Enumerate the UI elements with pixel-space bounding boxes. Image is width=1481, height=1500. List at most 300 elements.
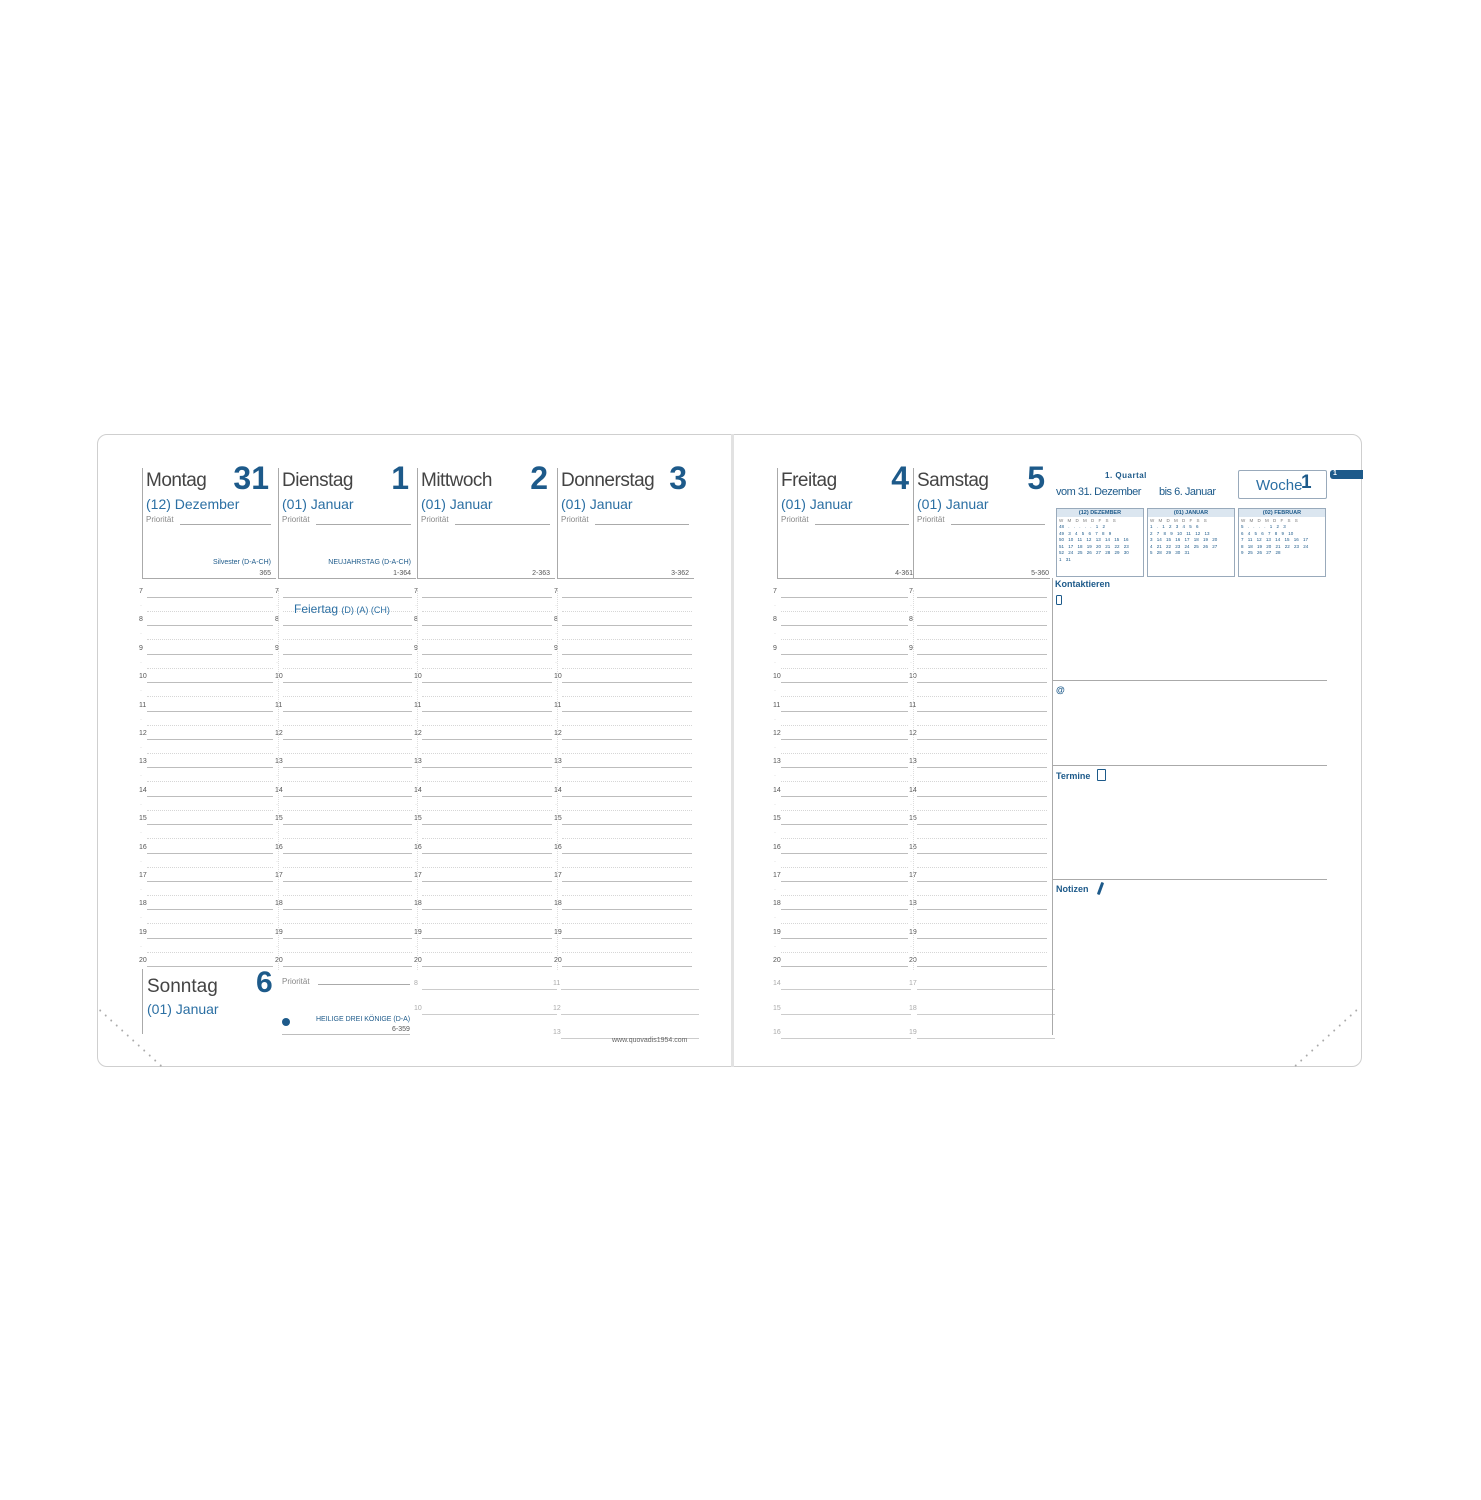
half-hour-line[interactable]	[562, 639, 692, 640]
hour-line[interactable]	[917, 966, 1047, 967]
column-separator	[913, 590, 914, 970]
hour-line[interactable]	[562, 824, 692, 825]
half-hour-line[interactable]	[147, 867, 273, 868]
hour-line[interactable]	[781, 654, 908, 655]
hour-line[interactable]	[422, 909, 552, 910]
hour-line[interactable]	[422, 938, 552, 939]
hour-line[interactable]	[422, 682, 552, 683]
hour-line[interactable]	[283, 654, 412, 655]
hour-label: 9	[909, 644, 913, 652]
hour-line[interactable]	[147, 853, 273, 854]
half-hour-line[interactable]	[781, 725, 908, 726]
hour-label: 10	[275, 673, 283, 681]
extra-hour-label: 11	[553, 980, 561, 987]
half-hour-mark: ·	[415, 801, 417, 808]
hour-line[interactable]	[147, 654, 273, 655]
mini-calendar-row: 3 14 15 16 17 18 19 20	[1150, 537, 1218, 542]
half-hour-line[interactable]	[562, 895, 692, 896]
half-hour-mark: ·	[415, 915, 417, 922]
day-header-dienstag	[278, 434, 415, 584]
hour-line[interactable]	[917, 654, 1047, 655]
hour-label: 19	[139, 928, 147, 936]
hour-line[interactable]	[283, 881, 412, 882]
hour-label: 15	[414, 815, 422, 823]
website: www.quovadis1954.com	[612, 1037, 688, 1044]
half-hour-mark: ·	[276, 887, 278, 893]
perforation-dot: •	[1327, 1033, 1330, 1040]
hour-line[interactable]	[283, 966, 412, 967]
half-hour-line[interactable]	[422, 611, 552, 612]
hour-label: 20	[909, 957, 917, 965]
hour-label: 8	[909, 616, 913, 624]
priority-label: Priorität	[781, 515, 809, 524]
half-hour-mark: ·	[774, 659, 776, 666]
hour-line[interactable]	[917, 881, 1047, 882]
hour-line[interactable]	[147, 739, 273, 740]
extra-hour-line[interactable]	[422, 989, 557, 990]
extra-hour-line[interactable]	[917, 989, 1055, 990]
half-hour-line[interactable]	[147, 952, 273, 953]
day-of-year: 365	[259, 570, 271, 577]
half-hour-line[interactable]	[283, 668, 412, 669]
hour-label: 16	[139, 843, 147, 851]
extra-hour-line[interactable]	[781, 989, 911, 990]
half-hour-line[interactable]	[283, 810, 412, 811]
mini-calendar-row: 9 25 26 27 28	[1241, 550, 1281, 555]
hour-line[interactable]	[283, 739, 412, 740]
day-month: (01) Januar	[282, 496, 354, 512]
hour-line[interactable]	[283, 597, 412, 598]
hour-line[interactable]	[422, 597, 552, 598]
sunday-priority-label: Priorität	[282, 977, 310, 986]
mini-calendar-row: 4 21 22 23 24 25 26 27	[1150, 543, 1218, 549]
half-hour-line[interactable]	[917, 725, 1047, 726]
perforation-dot: •	[1311, 1048, 1314, 1055]
half-hour-mark: ·	[910, 688, 912, 695]
half-hour-line[interactable]	[917, 867, 1047, 868]
day-of-year: 5-360	[1031, 570, 1049, 577]
hour-label: 20	[414, 957, 422, 965]
hour-label: 20	[554, 957, 562, 965]
hour-label: 7	[139, 588, 143, 595]
hour-line[interactable]	[781, 938, 908, 939]
hour-line[interactable]	[917, 739, 1047, 740]
half-hour-line[interactable]	[422, 810, 552, 811]
hour-line[interactable]	[422, 966, 552, 967]
perforation-dot: •	[126, 1033, 129, 1040]
column-separator	[278, 590, 279, 970]
hour-line[interactable]	[147, 796, 273, 797]
hour-line[interactable]	[562, 881, 692, 882]
half-hour-line[interactable]	[147, 810, 273, 811]
half-hour-mark: ·	[415, 830, 417, 837]
extra-hour-line[interactable]	[422, 1014, 557, 1015]
half-hour-mark: ·	[774, 830, 776, 837]
mini-calendar-row: 5 . . . . 1 2 3	[1241, 524, 1286, 529]
half-hour-line[interactable]	[917, 753, 1047, 754]
half-hour-line[interactable]	[283, 838, 412, 839]
hour-line[interactable]	[781, 796, 908, 797]
hour-label: 14	[554, 786, 562, 794]
half-hour-line[interactable]	[422, 639, 552, 640]
appointments-divider	[1053, 879, 1327, 880]
hour-line[interactable]	[147, 966, 273, 967]
half-hour-mark: ·	[774, 631, 776, 638]
day-month: (12) Dezember	[146, 496, 240, 512]
half-hour-line[interactable]	[781, 867, 908, 868]
day-month: (01) Januar	[421, 496, 493, 512]
hour-line[interactable]	[422, 853, 552, 854]
hour-line[interactable]	[147, 597, 273, 598]
extra-hour-label: 17	[909, 980, 917, 987]
hour-line[interactable]	[781, 909, 908, 910]
half-hour-line[interactable]	[917, 611, 1047, 612]
notes-title: Notizen	[1056, 884, 1089, 894]
hour-label: 15	[139, 815, 147, 823]
half-hour-line[interactable]	[422, 895, 552, 896]
half-hour-mark: ·	[415, 631, 417, 638]
half-hour-mark: ·	[140, 688, 142, 695]
hour-label: 7	[414, 588, 418, 595]
half-hour-line[interactable]	[917, 696, 1047, 697]
sunday-priority-line	[318, 984, 410, 985]
hour-label: 13	[554, 758, 562, 766]
hour-line[interactable]	[283, 853, 412, 854]
hour-line[interactable]	[917, 625, 1047, 626]
week-tab-number: 1	[1333, 470, 1337, 477]
hour-line[interactable]	[562, 625, 692, 626]
half-hour-mark: ·	[555, 830, 557, 837]
half-hour-line[interactable]	[917, 810, 1047, 811]
half-hour-line[interactable]	[283, 725, 412, 726]
hour-label: 14	[414, 786, 422, 794]
half-hour-line[interactable]	[781, 639, 908, 640]
half-hour-line[interactable]	[422, 952, 552, 953]
hour-label: 16	[275, 843, 283, 851]
hour-label: 15	[554, 815, 562, 823]
half-hour-line[interactable]	[422, 838, 552, 839]
hour-line[interactable]	[917, 909, 1047, 910]
extra-hour-line[interactable]	[781, 1038, 911, 1039]
hour-line[interactable]	[781, 625, 908, 626]
hour-line[interactable]	[147, 938, 273, 939]
hour-line[interactable]	[283, 682, 412, 683]
half-hour-line[interactable]	[917, 923, 1047, 924]
half-hour-mark: ·	[415, 773, 417, 780]
appointments-title: Termine	[1056, 771, 1091, 781]
perforation-dot: •	[121, 1028, 124, 1035]
range-to: bis 6. Januar	[1159, 486, 1216, 498]
hour-label: 13	[414, 758, 422, 766]
half-hour-mark: ·	[555, 745, 557, 751]
hour-label: 13	[275, 758, 283, 766]
hour-line[interactable]	[422, 881, 552, 882]
mini-calendar-weekdays: W M D M D F S S	[1150, 518, 1207, 523]
half-hour-line[interactable]	[562, 952, 692, 953]
hour-line[interactable]	[917, 938, 1047, 939]
half-hour-line[interactable]	[147, 923, 273, 924]
hour-line[interactable]	[147, 682, 273, 683]
hour-line[interactable]	[781, 824, 908, 825]
hour-line[interactable]	[562, 597, 692, 598]
half-hour-line[interactable]	[283, 639, 412, 640]
day-name: Dienstag	[282, 470, 353, 491]
mini-calendar-row: 2 7 8 9 10 11 12 13	[1150, 530, 1210, 536]
hour-line[interactable]	[283, 767, 412, 768]
perforation-dot: •	[104, 1013, 107, 1020]
half-hour-line[interactable]	[781, 696, 908, 697]
hour-line[interactable]	[781, 853, 908, 854]
hour-label: 20	[773, 957, 781, 965]
half-hour-line[interactable]	[422, 781, 552, 782]
half-hour-mark: ·	[276, 830, 278, 837]
half-hour-mark: ·	[415, 659, 417, 666]
half-hour-mark: ·	[276, 943, 278, 950]
hour-label: 19	[414, 928, 422, 936]
half-hour-mark: ·	[276, 631, 278, 638]
half-hour-mark: ·	[276, 801, 278, 808]
half-hour-line[interactable]	[781, 952, 908, 953]
half-hour-line[interactable]	[147, 895, 273, 896]
half-hour-line[interactable]	[147, 696, 273, 697]
half-hour-line[interactable]	[917, 781, 1047, 782]
perforation-dot: •	[1349, 1013, 1352, 1020]
half-hour-line[interactable]	[283, 696, 412, 697]
half-hour-line[interactable]	[781, 781, 908, 782]
hour-line[interactable]	[283, 625, 412, 626]
hour-line[interactable]	[283, 824, 412, 825]
half-hour-mark: ·	[140, 631, 142, 638]
day-month: (01) Januar	[561, 496, 633, 512]
sunday-name: Sonntag	[147, 976, 218, 997]
half-hour-line[interactable]	[147, 725, 273, 726]
perforation-dot: •	[1344, 1018, 1347, 1025]
hour-line[interactable]	[917, 824, 1047, 825]
half-hour-line[interactable]	[917, 895, 1047, 896]
half-hour-mark: ·	[415, 603, 417, 609]
half-hour-line[interactable]	[562, 923, 692, 924]
extra-hour-label: 19	[909, 1029, 917, 1036]
hour-line[interactable]	[147, 767, 273, 768]
hour-line[interactable]	[422, 767, 552, 768]
hour-label: 17	[414, 872, 422, 879]
hour-label: 18	[139, 900, 147, 908]
perforation-dot: •	[1300, 1058, 1303, 1065]
hour-line[interactable]	[147, 711, 273, 712]
half-hour-line[interactable]	[283, 781, 412, 782]
extra-hour-line[interactable]	[561, 1014, 699, 1015]
half-hour-mark: ·	[140, 773, 142, 780]
half-hour-line[interactable]	[917, 639, 1047, 640]
extra-hour-line[interactable]	[781, 1014, 911, 1015]
half-hour-line[interactable]	[562, 725, 692, 726]
extra-hour-line[interactable]	[561, 989, 699, 990]
hour-line[interactable]	[917, 767, 1047, 768]
hour-line[interactable]	[781, 711, 908, 712]
hour-line[interactable]	[422, 654, 552, 655]
day-of-year: 1-364	[393, 570, 411, 577]
hour-line[interactable]	[422, 796, 552, 797]
half-hour-line[interactable]	[562, 668, 692, 669]
half-hour-line[interactable]	[147, 639, 273, 640]
half-hour-line[interactable]	[283, 867, 412, 868]
extra-hour-label: 12	[553, 1004, 561, 1012]
half-hour-line[interactable]	[283, 923, 412, 924]
hour-label: 8	[414, 616, 418, 624]
day-of-year: 4-361	[895, 570, 913, 577]
half-hour-mark: ·	[910, 830, 912, 837]
half-hour-line[interactable]	[917, 952, 1047, 953]
hour-line[interactable]	[283, 909, 412, 910]
half-hour-line[interactable]	[781, 838, 908, 839]
half-hour-line[interactable]	[917, 668, 1047, 669]
day-of-year: 3-362	[671, 570, 689, 577]
priority-label: Priorität	[282, 515, 310, 524]
day-name: Mittwoch	[421, 470, 492, 491]
priority-line	[595, 524, 689, 525]
half-hour-line[interactable]	[781, 668, 908, 669]
half-hour-line[interactable]	[562, 867, 692, 868]
range-from: vom 31. Dezember	[1056, 486, 1141, 498]
half-hour-line[interactable]	[147, 781, 273, 782]
hour-label: 11	[139, 701, 147, 709]
hour-line[interactable]	[283, 796, 412, 797]
hour-line[interactable]	[283, 938, 412, 939]
half-hour-line[interactable]	[147, 838, 273, 839]
hour-label: 19	[275, 928, 283, 936]
half-hour-line[interactable]	[422, 753, 552, 754]
day-number: 2	[530, 460, 548, 496]
half-hour-line[interactable]	[562, 611, 692, 612]
half-hour-line[interactable]	[562, 838, 692, 839]
half-hour-line[interactable]	[283, 952, 412, 953]
hour-line[interactable]	[562, 853, 692, 854]
hour-line[interactable]	[422, 625, 552, 626]
hour-line[interactable]	[562, 938, 692, 939]
hour-line[interactable]	[917, 853, 1047, 854]
hour-label: 14	[773, 786, 781, 794]
mini-calendar-row: 49 3 4 5 6 7 8 9	[1059, 530, 1112, 536]
hour-line[interactable]	[781, 966, 908, 967]
half-hour-line[interactable]	[562, 810, 692, 811]
hour-label: 18	[909, 900, 917, 908]
half-hour-line[interactable]	[147, 611, 273, 612]
half-hour-line[interactable]	[781, 611, 908, 612]
hour-label: 7	[275, 588, 279, 595]
hour-line[interactable]	[781, 682, 908, 683]
hour-label: 15	[909, 815, 917, 823]
day-name: Samstag	[917, 470, 989, 491]
hour-line[interactable]	[422, 824, 552, 825]
half-hour-line[interactable]	[562, 696, 692, 697]
half-hour-line[interactable]	[781, 810, 908, 811]
hour-line[interactable]	[147, 824, 273, 825]
hour-label: 9	[554, 644, 558, 652]
half-hour-line[interactable]	[422, 923, 552, 924]
hour-line[interactable]	[562, 796, 692, 797]
hour-line[interactable]	[781, 767, 908, 768]
half-hour-mark: ·	[555, 631, 557, 638]
hour-line[interactable]	[147, 625, 273, 626]
hour-line[interactable]	[917, 711, 1047, 712]
hour-label: 15	[275, 815, 283, 823]
half-hour-line[interactable]	[562, 781, 692, 782]
hour-line[interactable]	[562, 739, 692, 740]
half-hour-mark: ·	[774, 603, 776, 609]
hour-line[interactable]	[562, 909, 692, 910]
sunday-month: (01) Januar	[147, 1001, 219, 1017]
half-hour-line[interactable]	[422, 867, 552, 868]
hour-line[interactable]	[917, 796, 1047, 797]
sidebar-border	[1052, 578, 1053, 1034]
hour-line[interactable]	[283, 711, 412, 712]
week-tab[interactable]	[1330, 470, 1363, 479]
hour-line[interactable]	[562, 711, 692, 712]
hour-label: 18	[773, 900, 781, 908]
half-hour-mark: ·	[910, 773, 912, 780]
extra-hour-line[interactable]	[917, 1038, 1055, 1039]
sunday-number: 6	[256, 966, 273, 999]
notepad-icon	[1097, 769, 1106, 781]
day-number: 1	[391, 460, 409, 496]
hour-label: 8	[554, 616, 558, 624]
half-hour-line[interactable]	[781, 923, 908, 924]
extra-hour-label: 10	[414, 1004, 422, 1012]
half-hour-line[interactable]	[422, 725, 552, 726]
half-hour-mark: ·	[774, 716, 776, 723]
half-hour-mark: ·	[555, 773, 557, 780]
half-hour-line[interactable]	[781, 753, 908, 754]
half-hour-line[interactable]	[781, 895, 908, 896]
half-hour-line[interactable]	[283, 753, 412, 754]
half-hour-mark: ·	[276, 773, 278, 780]
half-hour-line[interactable]	[562, 753, 692, 754]
half-hour-line[interactable]	[283, 895, 412, 896]
hour-line[interactable]	[422, 711, 552, 712]
hour-line[interactable]	[147, 881, 273, 882]
contacts-title: Kontaktieren	[1055, 579, 1111, 589]
hour-line[interactable]	[562, 682, 692, 683]
hour-line[interactable]	[562, 966, 692, 967]
mini-calendar-row: 50 10 11 12 13 14 15 16	[1059, 537, 1129, 542]
perforation-dot: •	[1294, 1063, 1297, 1070]
hour-line[interactable]	[917, 597, 1047, 598]
hour-label: 7	[909, 588, 913, 595]
half-hour-mark: ·	[555, 716, 557, 723]
extra-hour-label: 14	[773, 980, 781, 987]
half-hour-line[interactable]	[147, 753, 273, 754]
half-hour-mark: ·	[276, 745, 278, 751]
half-hour-line[interactable]	[917, 838, 1047, 839]
hour-line[interactable]	[781, 597, 908, 598]
half-hour-line[interactable]	[422, 668, 552, 669]
extra-hour-line[interactable]	[917, 1014, 1055, 1015]
hour-line[interactable]	[781, 881, 908, 882]
extra-hour-label: 13	[553, 1029, 561, 1036]
half-hour-line[interactable]	[422, 696, 552, 697]
half-hour-mark: ·	[555, 688, 557, 695]
half-hour-line[interactable]	[147, 668, 273, 669]
half-hour-mark: ·	[140, 801, 142, 808]
half-hour-mark: ·	[555, 887, 557, 893]
half-hour-mark: ·	[774, 688, 776, 695]
hour-line[interactable]	[781, 739, 908, 740]
hour-line[interactable]	[562, 767, 692, 768]
hour-line[interactable]	[147, 909, 273, 910]
hour-line[interactable]	[562, 654, 692, 655]
hour-line[interactable]	[422, 739, 552, 740]
hour-line[interactable]	[917, 682, 1047, 683]
